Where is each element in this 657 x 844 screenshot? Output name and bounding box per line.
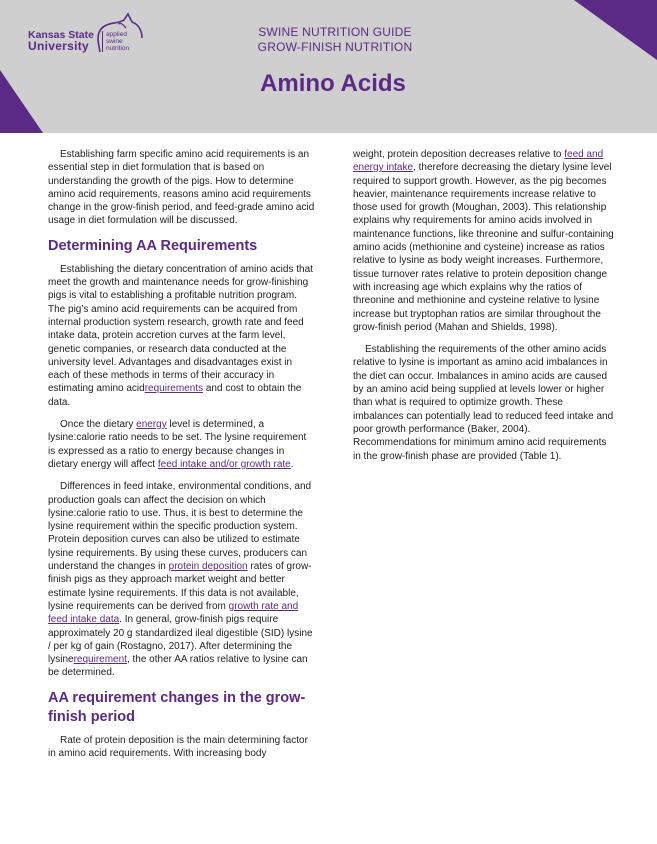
- logo-subtext: [102, 31, 129, 52]
- text: level is determined, a lysine:calorie ratio needs to be set. The lysine requirement is expressed as a ratio to energy because changes in dietary energy will affect: [48, 419, 307, 470]
- link-requirements[interactable]: requirements: [144, 383, 204, 395]
- text: weight, protein deposition decreases relative to: [353, 149, 565, 160]
- left-column: [48, 148, 316, 769]
- link-growth-rate-feed-intake-data[interactable]: growth rate and feed intake data: [48, 600, 299, 626]
- link-energy[interactable]: energy: [136, 419, 167, 431]
- logo-wordmark: [28, 30, 94, 52]
- kstate-asn-logo: [28, 12, 178, 58]
- logo-line-2: University: [28, 39, 90, 53]
- heading-aa-requirement-changes: AA requirement changes in the grow-finish period: [48, 689, 306, 725]
- guide-line-1: SWINE NUTRITION GUIDE: [258, 25, 412, 39]
- paragraph-protein-deposition: Rate of protein deposition is the main determining factor in amino acid requirements. With increasing body: [48, 734, 308, 759]
- logo-sub-2: swine: [106, 38, 123, 45]
- paragraph-body-weight: [353, 148, 615, 334]
- text: rates of grow-finish pigs as they approach market weight and better estimate lysine requirements. If this data is not available, lysine requirements can be derived from: [48, 561, 312, 612]
- corner-triangle-left: [0, 70, 43, 133]
- logo-line-1: Kansas State: [28, 29, 94, 41]
- text: . In general, grow-finish pigs require approximately 20 g standardized ileal digestible (SID) lysine / per kg of gain (Rostagno, 2017). After determining the lysine: [48, 614, 313, 666]
- guide-series-title: [230, 25, 440, 55]
- link-feed-energy-intake[interactable]: feed and energy intake: [353, 149, 604, 174]
- link-feed-intake-growth-rate[interactable]: feed intake and/or growth rate: [157, 458, 291, 470]
- text: , the other AA ratios relative to lysine can be determined.: [48, 654, 308, 679]
- heading-determining-aa: Determining AA Requirements: [48, 237, 258, 254]
- text: , therefore decreasing the dietary lysine level required to support growth. However, as the pig becomes heavier, maintenance requirements increase relative to those used for growth (Moughan, 2003). This relationship explains why requirements for amino acids involved in maintenance functions, like threonine and sulfur-containing amino acids (methionine and cysteine) increase as ratios relative to lysine as body weight increases. Furthermore, tissue turnover rates relative to protein deposition change with increasing age which explains why the ratios of threonine and methionine and cysteine relative to lysine increase but tryptophan ratios are similar throughout the grow-finish period (Mahan and Shields, 1998).: [353, 162, 614, 333]
- logo-sub-3: nutrition: [106, 45, 130, 52]
- intro-paragraph: Establishing farm specific amino acid requirements is an essential step in diet formulation that is based on understanding the growth of the pigs. How to determine amino acid requirements, reasons amino acid requirements change in the grow-finish period, and feed-grade amino acid usage in diet formulation will be discussed.: [48, 149, 315, 227]
- link-requirement[interactable]: requirement: [73, 654, 127, 666]
- logo-sub-1: applied: [106, 31, 127, 38]
- text: Once the dietary: [60, 419, 137, 431]
- paragraph-methods: [48, 263, 316, 409]
- paragraph-imbalances: Establishing the requirements of the other amino acids relative to lysine is important as amino acid imbalances in the diet can occur. Imbalances in amino acids are caused by an amino acid being supplied at levels lower or higher than what is required to optimize growth. These imbalances can potentially lead to reduced feed intake and poor growth performance (Baker, 2004). Recommendations for minimum amino acid requirements in the grow-finish phase are provided (Table 1).: [353, 344, 614, 462]
- right-column: [353, 148, 615, 472]
- text: Differences in feed intake, environmental conditions, and production goals can affect the decision on which lysine:calorie ratio to use. Thus, it is best to determine the lysine requirement within the specific production system. Protein deposition curves can also be utilized to estimate lysine requirements. By using these curves, producers can understand the changes in: [48, 481, 312, 573]
- paragraph-lysine-calorie: [48, 418, 316, 471]
- paragraph-differences: [48, 480, 316, 679]
- text: .: [290, 458, 294, 470]
- text: and cost to obtain the data.: [48, 383, 302, 408]
- guide-line-2: GROW-FINISH NUTRITION: [257, 40, 413, 54]
- text: Establishing the dietary concentration of amino acids that meet the growth and maintenance needs for grow-finishing pigs is vital to establishing a profitable nutrition program. The pig’s amino acid requirements can be acquired from internal production system research, growth rate and feed intake data, protein accretion curves at the farm level, genetic companies, or research data conducted at the university level. Advantages and disadvantages exist in each of these methods in terms of their accuracy in estimating amino acid: [48, 263, 313, 395]
- link-protein-deposition[interactable]: protein deposition: [168, 561, 248, 573]
- header-banner: [0, 0, 657, 133]
- page-title: Amino Acids: [260, 70, 406, 97]
- corner-triangle-right: [574, 0, 657, 60]
